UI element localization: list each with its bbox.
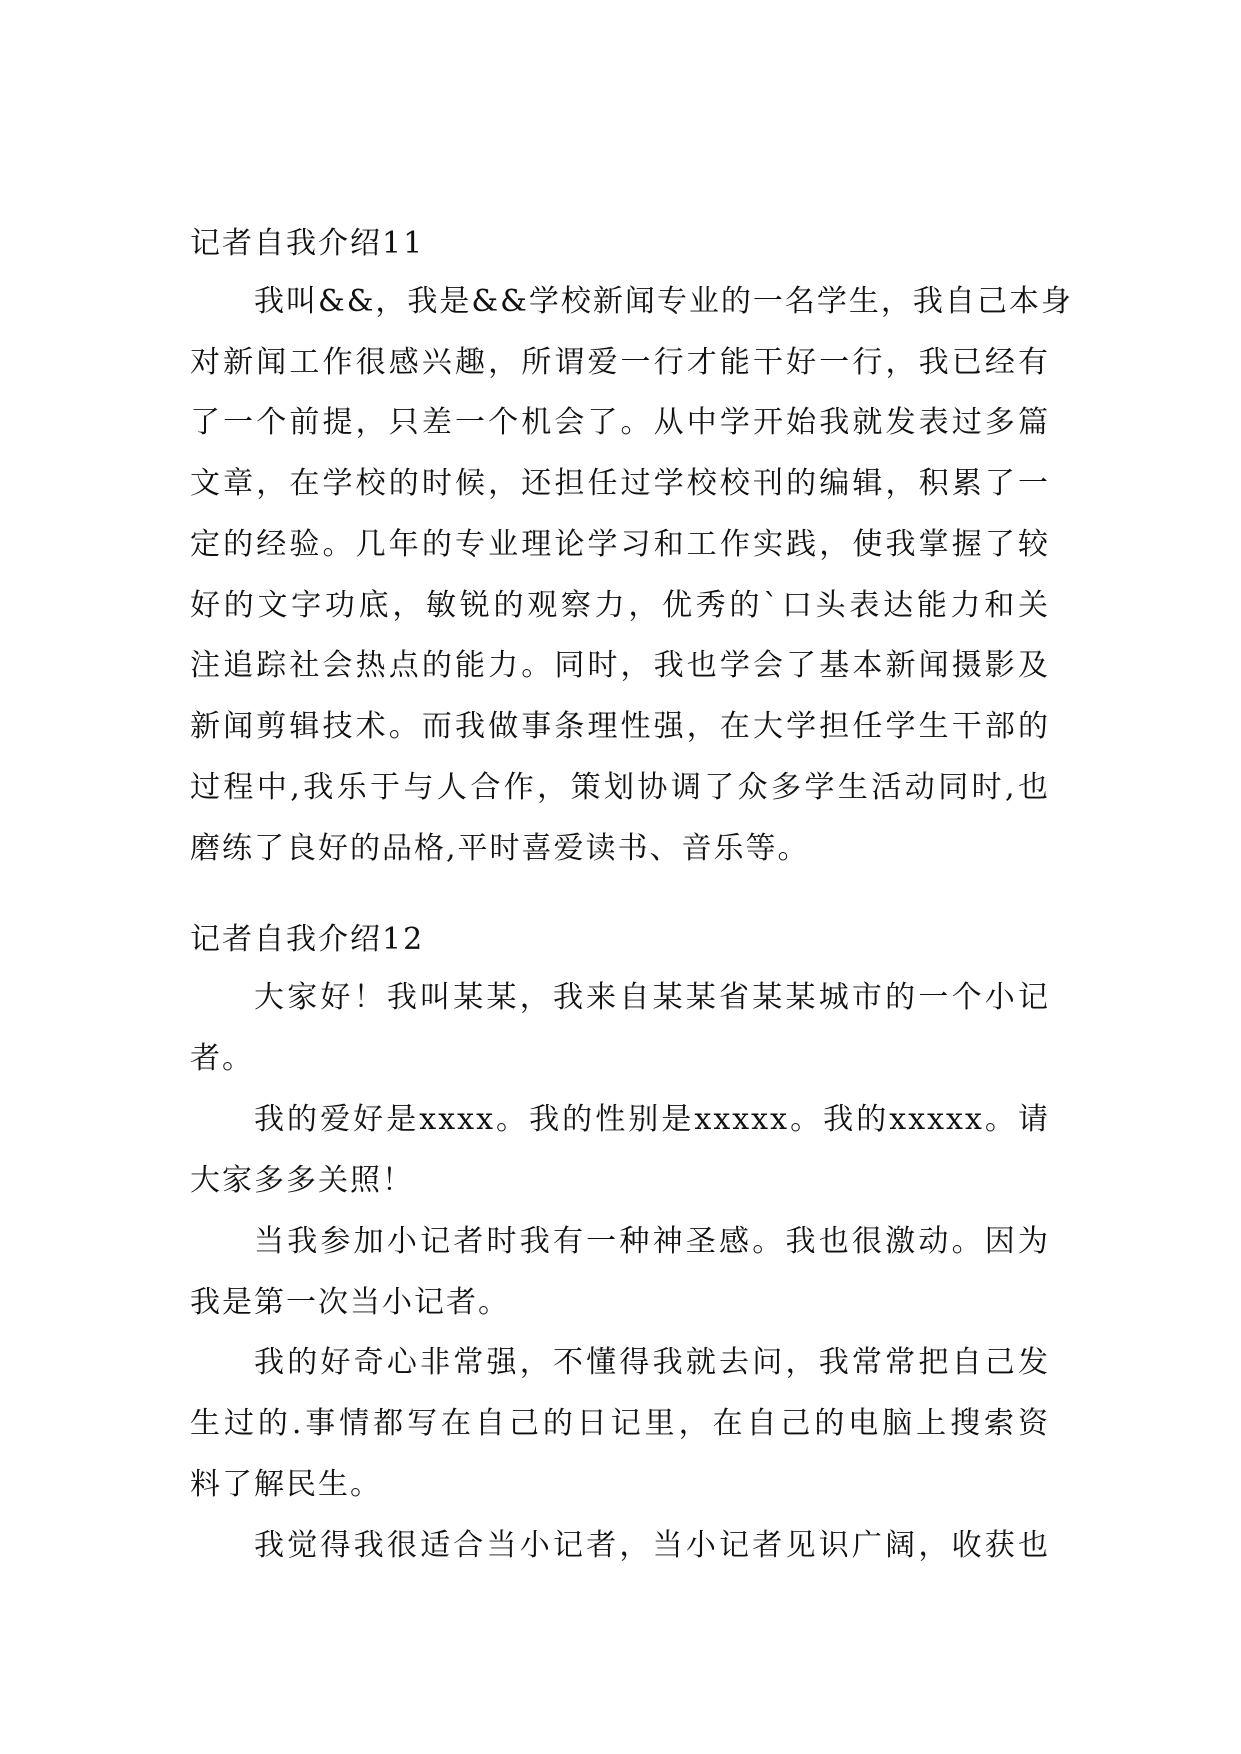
section-12-line-3: 我的爱好是xxxx。我的性别是xxxxx。我的xxxxx。请 (254, 1102, 1050, 1137)
section-12-line-7: 我的好奇心非常强，不懂得我就去问，我常常把自己发 (254, 1345, 1050, 1380)
section-11-line-5: 定的经验。几年的专业理论学习和工作实践，使我掌握了较 (190, 527, 1050, 562)
section-11-line-2: 对新闻工作很感兴趣，所谓爱一行才能干好一行，我已经有 (190, 345, 1050, 380)
section-11-line-9: 过程中,我乐于与人合作，策划协调了众多学生活动同时,也 (190, 770, 1050, 805)
document-page (190, 0, 1073, 1754)
section-12-line-8: 生过的.事情都写在自己的日记里，在自己的电脑上搜索资 (190, 1406, 1050, 1441)
section-11-line-1: 我叫&&，我是&&学校新闻专业的一名学生，我自己本身 (254, 284, 1073, 319)
section-11-line-3: 了一个前提，只差一个机会了。从中学开始我就发表过多篇 (190, 405, 1050, 440)
section-12-line-5: 当我参加小记者时我有一种神圣感。我也很激动。因为 (254, 1224, 1050, 1259)
section-12-line-6: 我是第一次当小记者。 (190, 1285, 510, 1320)
section-11-line-8: 新闻剪辑技术。而我做事条理性强，在大学担任学生干部的 (190, 709, 1050, 744)
section-11-line-10: 磨练了良好的品格,平时喜爱读书、音乐等。 (190, 831, 810, 866)
section-12-line-1: 大家好！我叫某某，我来自某某省某某城市的一个小记 (254, 980, 1050, 1015)
section-12-line-10: 我觉得我很适合当小记者，当小记者见识广阔，收获也 (254, 1528, 1050, 1563)
section-12-heading: 记者自我介绍12 (190, 922, 425, 957)
section-12-line-2: 者。 (190, 1041, 254, 1076)
section-12-line-4: 大家多多关照！ (190, 1163, 414, 1198)
section-11-heading: 记者自我介绍11 (190, 226, 425, 261)
section-11-line-6: 好的文字功底，敏锐的观察力，优秀的`口头表达能力和关 (190, 588, 1050, 623)
section-11-line-4: 文章，在学校的时候，还担任过学校校刊的编辑，积累了一 (190, 466, 1050, 501)
section-12-line-9: 料了解民生。 (190, 1467, 382, 1502)
section-11-line-7: 注追踪社会热点的能力。同时，我也学会了基本新闻摄影及 (190, 648, 1050, 683)
